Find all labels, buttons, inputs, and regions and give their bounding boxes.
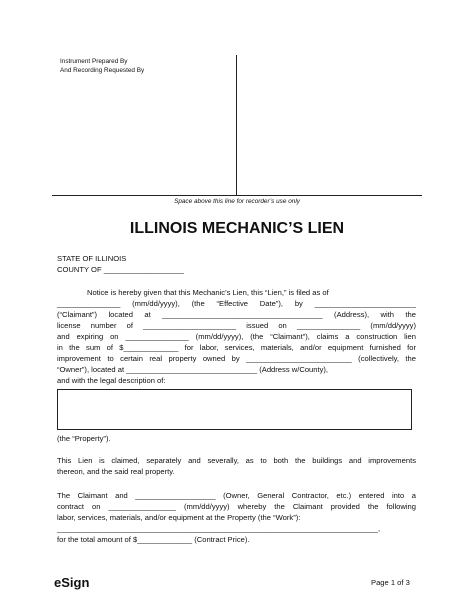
property-label: (the “Property”). xyxy=(57,434,111,443)
recorder-horizontal-divider xyxy=(52,195,422,196)
paragraph1-line: license number of ______________________ issued on _______________ (mm/dd/yyyy) xyxy=(57,321,416,330)
esign-logo: eSign xyxy=(54,575,90,590)
paragraph1-line: and expiring on _______________ (mm/dd/yyyy), (the “Claimant”), claims a construction lien xyxy=(57,332,416,341)
recorder-note: Space above this line for recorder’s use only xyxy=(174,198,300,205)
county-line: COUNTY OF ___________________ xyxy=(57,265,184,274)
paragraph3-line: for the total amount of $_____________ (Contract Price). xyxy=(57,535,250,544)
document-title: ILLINOIS MECHANIC’S LIEN xyxy=(129,220,345,237)
paragraph1-line: in the sum of $_____________ for labor, services, materials, and/or equipment furnished for xyxy=(57,343,416,352)
paragraph2-line: This Lien is claimed, separately and severally, as to both the buildings and improvements xyxy=(57,456,416,465)
page-number: Page 1 of 3 xyxy=(371,578,410,587)
paragraph3-line: ____________________________________________________________________________, xyxy=(57,524,381,533)
paragraph1-line: “Owner”), located at _______________________________ (Address w/County), xyxy=(57,365,329,374)
paragraph2-line: thereon, and the said real property. xyxy=(57,467,175,476)
paragraph1-line: (“Claimant”) located at ______________________________________ (Address), with the xyxy=(57,310,416,319)
paragraph3-line: labor, services, materials, and/or equipment at the Property (the “Work”): xyxy=(57,513,301,522)
paragraph1-line: and with the legal description of: xyxy=(57,376,166,385)
state-line: STATE OF ILLINOIS xyxy=(57,254,127,263)
paragraph1-line: _______________ (mm/dd/yyyy), (the “Effective Date”), by ________________________ xyxy=(57,299,416,308)
requested-by-label: And Recording Requested By xyxy=(60,67,145,74)
legal-description-box[interactable] xyxy=(57,389,412,430)
paragraph1-line: improvement to certain real property owned by _________________________ (collectively, the xyxy=(57,354,416,363)
prepared-by-label: Instrument Prepared By xyxy=(60,58,128,65)
recorder-vertical-divider xyxy=(236,55,237,195)
paragraph1-line: Notice is hereby given that this Mechanic’s Lien, this “Lien,” is filed as of xyxy=(87,288,329,297)
paragraph3-line: contract on ________________ (mm/dd/yyyy) whereby the Claimant provided the following xyxy=(57,502,416,511)
paragraph3-line: The Claimant and ___________________ (Owner, General Contractor, etc.) entered into a xyxy=(57,491,416,500)
